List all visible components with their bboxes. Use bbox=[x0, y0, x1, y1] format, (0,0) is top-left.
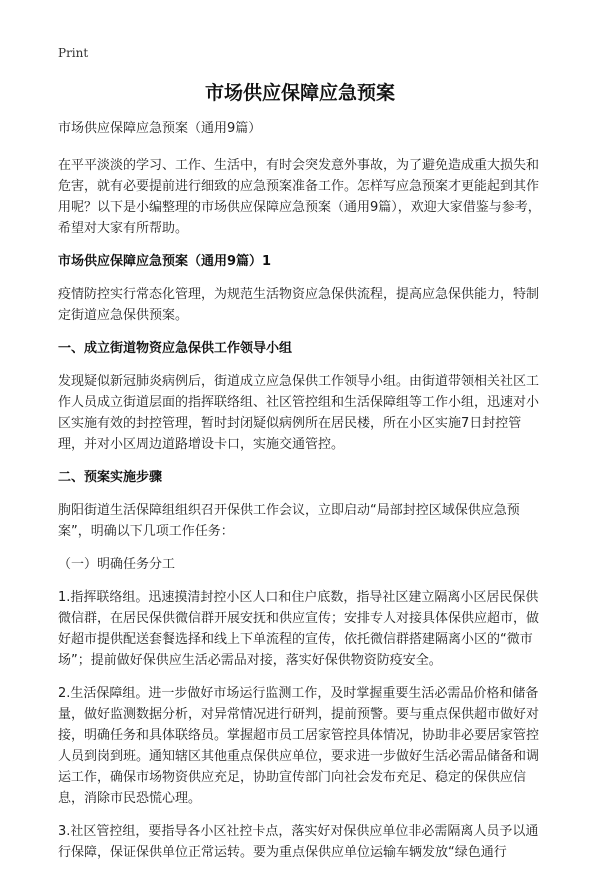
paragraph-leadership-group: 发现疑似新冠肺炎病例后，街道成立应急保供工作领导小组。由街道带领相关社区工作人员成立街道层面的指挥联络组、社区管控组和生活保障组等工作小组，迅速对小区实施有效的封控管理，暂时封闭疑似病例所在居民楼，所在小区实施7日封控管理，并对小区周边道路增设卡口，实施交通管控。 bbox=[58, 374, 540, 452]
print-label[interactable]: Print bbox=[58, 46, 89, 60]
subheading-task-division: （一）明确任务分工 bbox=[58, 557, 176, 572]
paragraph-implementation-steps: 朐阳街道生活保障组组织召开保供工作会议，立即启动“局部封控区域保供应急预案”，明确以下几项工作任务： bbox=[58, 503, 520, 539]
document-subtitle: 市场供应保障应急预案（通用9篇） bbox=[58, 121, 262, 136]
heading-leadership-group: 一、成立街道物资应急保供工作领导小组 bbox=[58, 341, 293, 356]
document-body bbox=[58, 118, 542, 875]
document-title: 市场供应保障应急预案 bbox=[204, 82, 395, 104]
list-item-community-control-group: 3.社区管控组，要指导各小区社控卡点，落实好对保供应单位非必需隔离人员予以通行保障，保证保供单位正常运转。要为重点保供应单位运输车辆发放“绿色通行 bbox=[58, 824, 539, 860]
heading-implementation-steps: 二、预案实施步骤 bbox=[58, 470, 163, 485]
list-item-life-support-group: 2.生活保障组。进一步做好市场运行监测工作，及时掌握重要生活必需品价格和储备量，做好监测数据分析，对异常情况进行研判，提前预警。要与重点保供超市做好对接，明确任务和具体联络员。掌握超市员工居家管控具体情况，协助非必要居家管控人员到岗到班。通知辖区其他重点保供应单位，要求进一步做好生活必需品储备和调运工作，确保市场物资供应充足，协助宣传部门向社会发布充足、稳定的保供应信息，消除市民恐慌心理。 bbox=[58, 686, 540, 806]
section-heading: 市场供应保障应急预案（通用9篇）1 bbox=[58, 254, 272, 269]
section-paragraph: 疫情防控实行常态化管理，为规范生活物资应急保供流程，提高应急保供能力，特制定街道应急保供预案。 bbox=[58, 287, 540, 323]
list-item-command-group: 1.指挥联络组。迅速摸清封控小区人口和住户底数，指导社区建立隔离小区居民保供微信群，在居民保供微信群开展安抚和供应宣传；安排专人对接具体保供应超市，做好超市提供配送套餐选择和线上下单流程的宣传，依托微信群搭建隔离小区的“微市场”；提前做好保供应生活必需品对接，落实好保供物资防疫安全。 bbox=[58, 590, 540, 668]
intro-paragraph: 在平平淡淡的学习、工作、生活中，有时会突发意外事故，为了避免造成重大损失和危害，就有必要提前进行细致的应急预案准备工作。怎样写应急预案才更能起到其作用呢？以下是小编整理的市场供应保障应急预案（通用9篇），欢迎大家借鉴与参考，希望对大家有所帮助。 bbox=[58, 158, 541, 236]
